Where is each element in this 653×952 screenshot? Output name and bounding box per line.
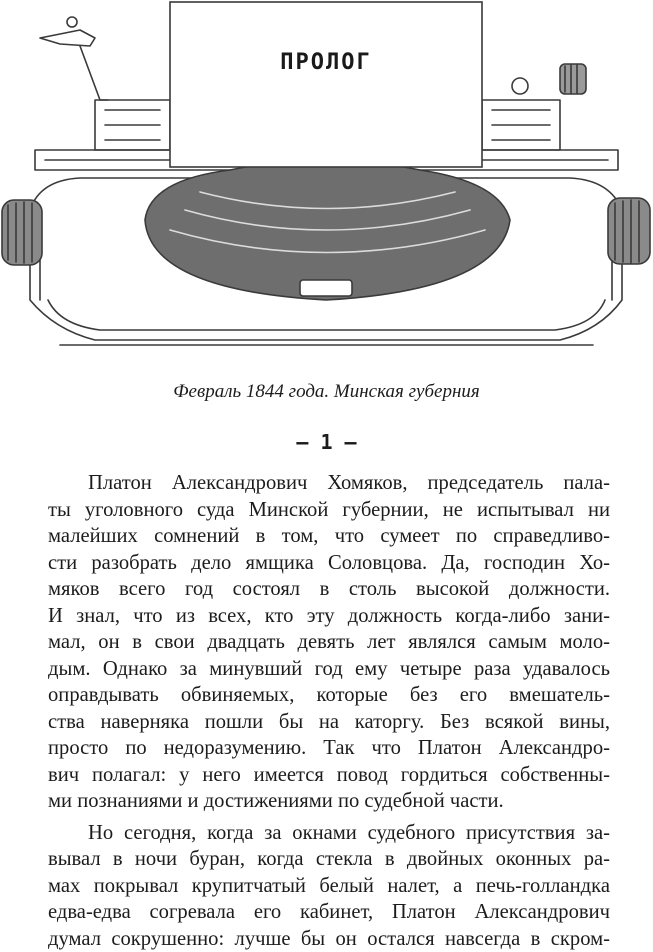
text-line: мал, он в свои двадцать девять лет являлся самым моло- — [48, 629, 610, 656]
date-location-subtitle: Февраль 1844 года. Минская губерния — [0, 381, 653, 403]
text-line: просто по недоразумению. Так что Платон Александро- — [48, 735, 610, 762]
paragraph — [48, 820, 610, 952]
text-line: вывал в ночи буран, когда стекла в двойных оконных ра- — [48, 846, 610, 873]
text-line: ства наверняка пошли бы на каторгу. Без всякой вины, — [48, 709, 610, 736]
text-line: ми познаниями и достижениями по судебной части. — [48, 788, 610, 815]
text-line: мяков всего год состоял в столь высокой должности. — [48, 576, 610, 603]
text-line: оправдывать обвиняемых, которые без его вмешатель- — [48, 682, 610, 709]
text-line: Платон Александрович Хомяков, председатель пала- — [48, 470, 610, 497]
text-line: И знал, что из всех, кто эту должность когда-либо зани- — [48, 603, 610, 630]
text-line: малейших сомнений в том, что сумеет по справедливо- — [48, 523, 610, 550]
body-text — [48, 470, 610, 952]
text-line: сти разобрать дело ямщика Соловцова. Да, господин Хо- — [48, 550, 610, 577]
text-line: Но сегодня, когда за окнами судебного присутствия за- — [48, 820, 610, 847]
text-line: мах покрывал крупитчатый белый налет, а печь-голландка — [48, 873, 610, 900]
paragraph — [48, 470, 610, 815]
text-line: ты уголовного суда Минской губернии, не испытывал ни — [48, 497, 610, 524]
text-line: едва-едва согревала его кабинет, Платон Александрович — [48, 899, 610, 926]
section-number: — 1 — — [0, 430, 653, 454]
chapter-title: ПРОЛОГ — [170, 50, 482, 75]
text-line: вич полагал: у него имеется повод гордиться собственны- — [48, 762, 610, 789]
text-line: дым. Однако за минувший год ему четыре раза удавалось — [48, 656, 610, 683]
text-line: думал сокрушенно: лучше бы он остался навсегда в скром- — [48, 926, 610, 952]
